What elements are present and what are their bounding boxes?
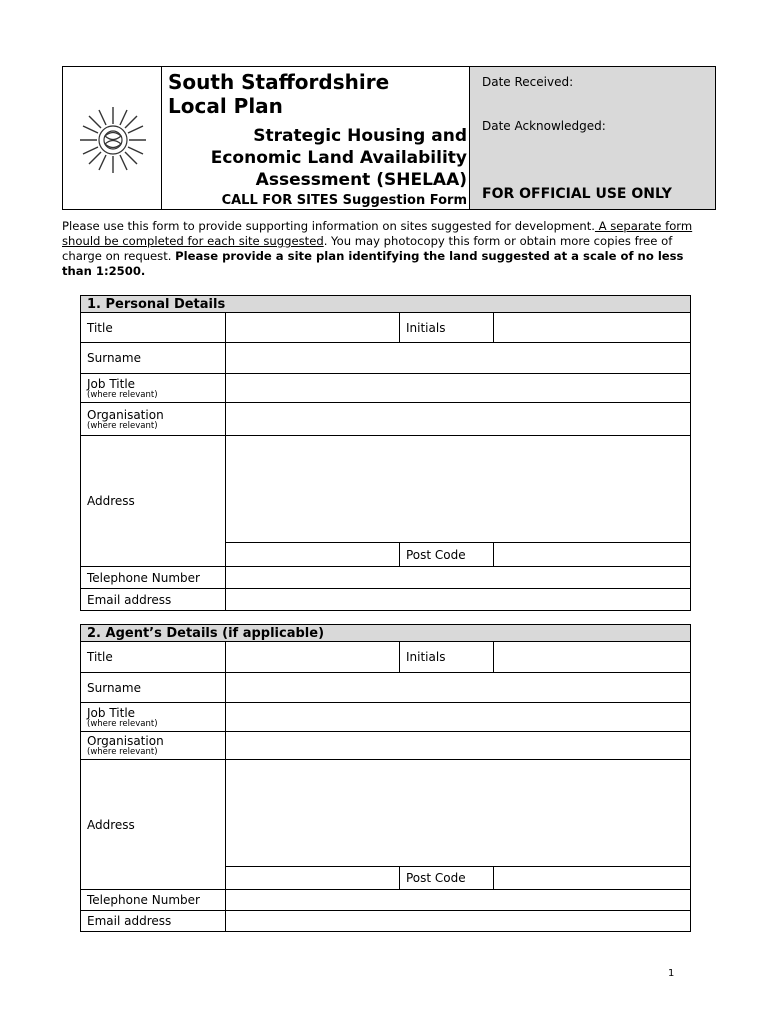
agent-details-table	[80, 624, 691, 932]
email-field[interactable]	[226, 589, 691, 611]
job-title-label: Job Title (where relevant)	[81, 374, 226, 403]
email-field[interactable]	[226, 911, 691, 932]
post-code-label: Post Code	[400, 543, 494, 567]
date-received-label: Date Received:	[482, 75, 574, 89]
date-acknowledged-label: Date Acknowledged:	[482, 119, 606, 133]
initials-label: Initials	[400, 642, 494, 673]
surname-label: Surname	[81, 343, 226, 374]
initials-label: Initials	[400, 313, 494, 343]
telephone-label: Telephone Number	[81, 567, 226, 589]
title-label: Title	[81, 313, 226, 343]
post-code-field[interactable]	[494, 867, 691, 890]
section-heading: 1. Personal Details	[81, 296, 691, 313]
form-header	[62, 66, 716, 210]
address-field-last-line[interactable]	[226, 867, 400, 890]
title-field[interactable]	[226, 313, 400, 343]
official-use-label: FOR OFFICIAL USE ONLY	[482, 186, 672, 202]
council-crest-icon	[78, 105, 148, 175]
post-code-label: Post Code	[400, 867, 494, 890]
intro-text-2: . You may photocopy this form or obtain more copies free of charge on request.	[62, 234, 673, 263]
organisation-label: Organisation (where relevant)	[81, 403, 226, 436]
initials-field[interactable]	[494, 642, 691, 673]
document-title: South Staffordshire Local Plan	[168, 70, 390, 118]
intro-paragraph	[62, 219, 712, 279]
job-title-label: Job Title (where relevant)	[81, 703, 226, 732]
email-label: Email address	[81, 589, 226, 611]
form-name: CALL FOR SITES Suggestion Form	[221, 193, 467, 208]
address-label: Address	[81, 436, 226, 567]
logo-cell	[63, 67, 162, 209]
address-field[interactable]	[226, 436, 691, 543]
post-code-field[interactable]	[494, 543, 691, 567]
organisation-label: Organisation (where relevant)	[81, 732, 226, 760]
telephone-field[interactable]	[226, 567, 691, 589]
official-use-panel	[470, 67, 715, 209]
intro-underlined: A separate form should be completed for each site suggested	[62, 219, 693, 248]
address-label: Address	[81, 760, 226, 890]
page-number: 1	[668, 968, 675, 979]
title-field[interactable]	[226, 642, 400, 673]
address-field-last-line[interactable]	[226, 543, 400, 567]
job-title-field[interactable]	[226, 703, 691, 732]
title-label: Title	[81, 642, 226, 673]
title-cell	[162, 67, 470, 209]
document-subtitle: Strategic Housing and Economic Land Availability Assessment (SHELAA)	[210, 126, 467, 190]
organisation-field[interactable]	[226, 403, 691, 436]
surname-label: Surname	[81, 673, 226, 703]
intro-bold: Please provide a site plan identifying the land suggested at a scale of no less than 1:2500.	[62, 249, 684, 278]
email-label: Email address	[81, 911, 226, 932]
intro-text: Please use this form to provide supporting information on sites suggested for development.	[62, 219, 595, 233]
address-field[interactable]	[226, 760, 691, 867]
surname-field[interactable]	[226, 343, 691, 374]
personal-details-table	[80, 295, 691, 611]
job-title-field[interactable]	[226, 374, 691, 403]
section-heading: 2. Agent’s Details (if applicable)	[81, 625, 691, 642]
initials-field[interactable]	[494, 313, 691, 343]
organisation-field[interactable]	[226, 732, 691, 760]
telephone-label: Telephone Number	[81, 890, 226, 911]
surname-field[interactable]	[226, 673, 691, 703]
telephone-field[interactable]	[226, 890, 691, 911]
